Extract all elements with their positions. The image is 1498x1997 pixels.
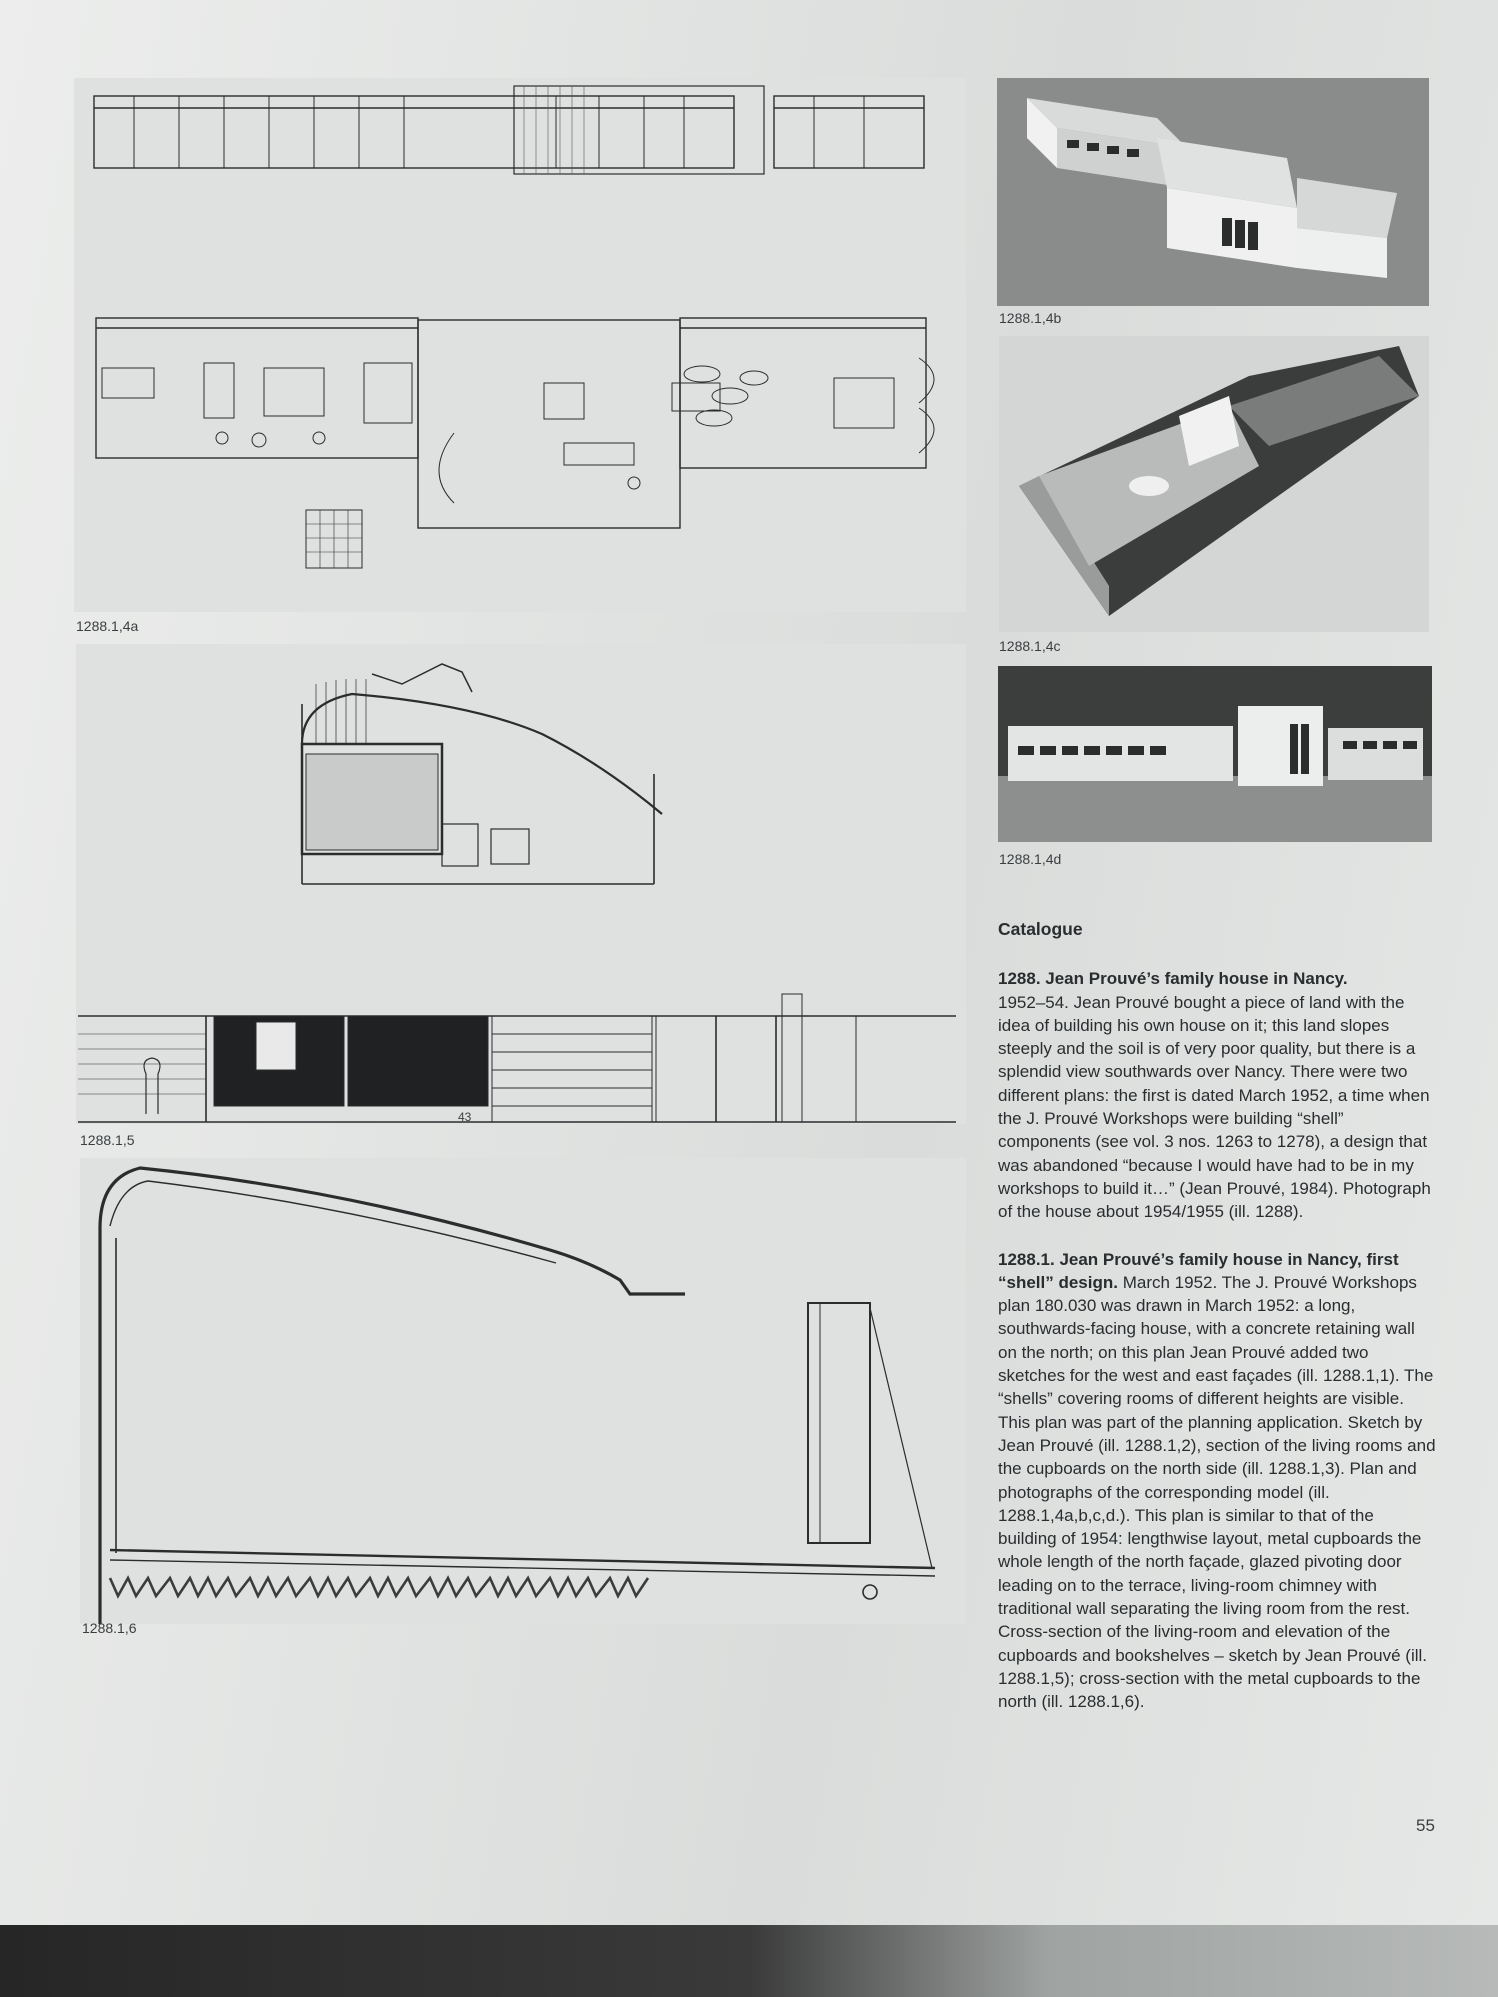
entry-title: 1288.1. Jean Prouvé’s family house in Nancy, first “shell” design. [998,1249,1399,1292]
model-photo [998,666,1432,842]
page-number: 55 [1416,1816,1435,1835]
model-photo [999,336,1429,632]
entry-title: 1288. Jean Prouvé’s family house in Nancy. [998,969,1348,989]
cross-section-drawing [80,1158,966,1624]
entry-body: March 1952. The J. Prouvé Workshops plan 180.030 was drawn in March 1952: a long, southwards-facing house, with a concrete retaining wall on the north; on this plan Jean Prouvé added two sketches for the west and east façades (ill. 1288.1,1). The “shells” covering rooms of different heights are visible. This plan was part of the planning application. Sketch by Jean Prouvé (ill. 1288.1,2), section of the living rooms and the cupboards on the north side (ill. 1288.1,3). Plan and photographs of the corresponding model (ill. 1288.1,4a,b,c,d.). This plan is similar to that of the building of 1954: lengthwise layout, metal cupboards the whole length of the north façade, glazed pivoting door leading on to the terrace, living-room chimney with traditional wall separating the living room from the rest. Cross-section of the living-room and elevation of the cupboards and bookshelves – sketch by Jean Prouvé (ill. 1288.1,5); cross-section with the metal cupboards to the north (ill. 1288.1,6). [998,1272,1436,1712]
section-sketch-drawing [76,644,966,1124]
background-surface [0,1925,1498,1997]
catalogue-entry [998,1248,1436,1714]
figure-caption: 1288.1,4b [999,310,1062,326]
figure-caption: 1288.1,4c [999,638,1061,654]
figure-caption: 1288.1,4a [76,618,139,634]
sketch-label: 43 [458,1110,472,1124]
floor-plan-drawing [74,78,966,612]
catalogue-text-column [998,918,1436,1738]
figure-caption: 1288.1,5 [80,1132,135,1148]
figure-caption: 1288.1,6 [82,1620,137,1636]
entry-body: 1952–54. Jean Prouvé bought a piece of land with the idea of building his own house on it; this land slopes steeply and the soil is of very poor quality, but there is a splendid view southwards over Nancy. There were two different plans: the first is dated March 1952, a time when the J. Prouvé Workshops were building “shell” components (see vol. 3 nos. 1263 to 1278), a design that was abandoned “because I would have had to be in my workshops to build it…” (Jean Prouvé, 1984). Photograph of the house about 1954/1955 (ill. 1288). [998,992,1431,1222]
catalogue-heading: Catalogue [998,919,1083,939]
model-photo [997,78,1429,306]
catalogue-entry [998,967,1436,1223]
figure-caption: 1288.1,4d [999,851,1062,867]
